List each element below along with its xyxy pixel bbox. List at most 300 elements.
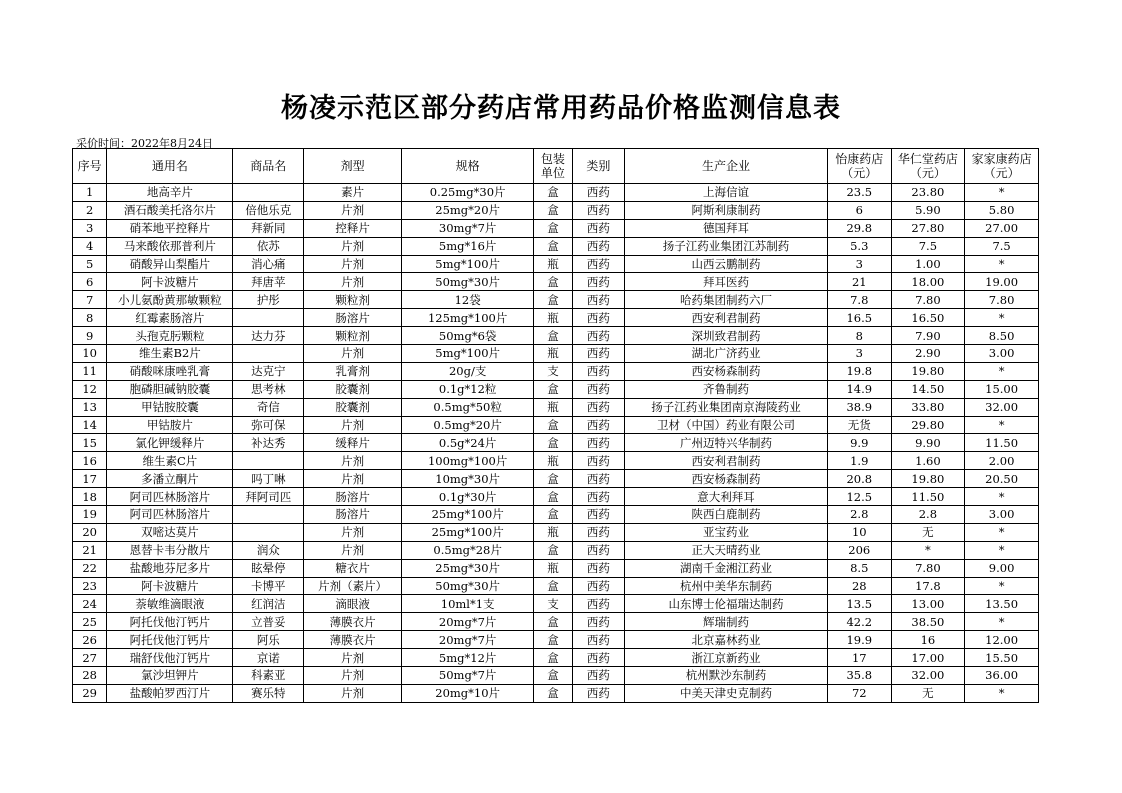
cell-spec: 30mg*7片 [402,219,534,237]
cell-price-huarentang: 19.80 [891,362,965,380]
cell-category: 西药 [572,452,624,470]
cell-price-jiajiakang: 3.00 [965,506,1039,524]
cell-generic-name: 阿卡波糖片 [107,273,233,291]
cell-generic-name: 胞磷胆碱钠胶囊 [107,380,233,398]
cell-category: 西药 [572,541,624,559]
cell-seq: 14 [73,416,107,434]
cell-generic-name: 硝苯地平控释片 [107,219,233,237]
cell-manufacturer: 辉瑞制药 [625,613,828,631]
table-row [73,631,1039,649]
cell-price-yikang: 42.2 [827,613,891,631]
table-row [73,309,1039,327]
cell-price-yikang: 206 [827,541,891,559]
column-header-brand-name: 商品名 [233,149,304,184]
cell-manufacturer: 扬子江药业集团江苏制药 [625,237,828,255]
cell-dosage-form: 肠溶片 [304,488,402,506]
cell-brand-name: 润众 [233,541,304,559]
cell-price-huarentang: 17.8 [891,577,965,595]
cell-price-yikang: 9.9 [827,434,891,452]
cell-price-jiajiakang: * [965,541,1039,559]
cell-category: 西药 [572,577,624,595]
cell-generic-name: 红霉素肠溶片 [107,309,233,327]
cell-brand-name: 拜新同 [233,219,304,237]
cell-brand-name: 奇信 [233,398,304,416]
cell-category: 西药 [572,380,624,398]
cell-price-yikang: 1.9 [827,452,891,470]
cell-spec: 10ml*1支 [402,595,534,613]
cell-category: 西药 [572,613,624,631]
cell-dosage-form: 片剂 [304,470,402,488]
cell-manufacturer: 哈药集团制药六厂 [625,291,828,309]
cell-generic-name: 氯沙坦钾片 [107,667,233,685]
cell-manufacturer: 湖南千金湘江药业 [625,559,828,577]
cell-brand-name: 赛乐特 [233,684,304,702]
cell-spec: 50mg*7片 [402,667,534,685]
cell-package-unit: 瓶 [534,345,572,363]
price-date-label: 采价时间：2022年8月24日 [76,137,213,150]
cell-category: 西药 [572,237,624,255]
cell-category: 西药 [572,273,624,291]
cell-price-huarentang: 18.00 [891,273,965,291]
cell-spec: 20mg*7片 [402,631,534,649]
cell-category: 西药 [572,649,624,667]
cell-generic-name: 维生素B2片 [107,345,233,363]
cell-brand-name [233,523,304,541]
cell-category: 西药 [572,470,624,488]
cell-price-yikang: 21 [827,273,891,291]
cell-generic-name: 硝酸异山梨酯片 [107,255,233,273]
cell-package-unit: 盒 [534,380,572,398]
page-title: 杨凌示范区部分药店常用药品价格监测信息表 [281,93,841,124]
cell-category: 西药 [572,255,624,273]
cell-spec: 0.1g*30片 [402,488,534,506]
cell-manufacturer: 杭州中美华东制药 [625,577,828,595]
cell-dosage-form: 素片 [304,184,402,202]
cell-price-huarentang: * [891,541,965,559]
cell-price-yikang: 17 [827,649,891,667]
cell-brand-name: 吗丁啉 [233,470,304,488]
cell-price-yikang: 8.5 [827,559,891,577]
table-row [73,559,1039,577]
cell-manufacturer: 中美天津史克制药 [625,684,828,702]
cell-price-yikang: 10 [827,523,891,541]
cell-brand-name: 拜唐苹 [233,273,304,291]
cell-category: 西药 [572,523,624,541]
table-row [73,523,1039,541]
table-row [73,273,1039,291]
cell-price-yikang: 23.5 [827,184,891,202]
cell-manufacturer: 上海信谊 [625,184,828,202]
cell-price-huarentang: 19.80 [891,470,965,488]
cell-price-huarentang: 38.50 [891,613,965,631]
table-row [73,345,1039,363]
cell-manufacturer: 阿斯利康制药 [625,201,828,219]
cell-brand-name: 拜阿司匹 [233,488,304,506]
cell-manufacturer: 亚宝药业 [625,523,828,541]
cell-category: 西药 [572,595,624,613]
cell-generic-name: 盐酸帕罗西汀片 [107,684,233,702]
cell-price-yikang: 3 [827,345,891,363]
table-row [73,416,1039,434]
cell-price-huarentang: 11.50 [891,488,965,506]
cell-price-jiajiakang: 5.80 [965,201,1039,219]
cell-dosage-form: 肠溶片 [304,309,402,327]
cell-dosage-form: 片剂 [304,201,402,219]
cell-package-unit: 盒 [534,291,572,309]
cell-brand-name: 眩晕停 [233,559,304,577]
cell-seq: 8 [73,309,107,327]
cell-spec: 25mg*100片 [402,523,534,541]
cell-package-unit: 支 [534,362,572,380]
cell-package-unit: 瓶 [534,309,572,327]
cell-spec: 0.1g*12粒 [402,380,534,398]
cell-price-yikang: 29.8 [827,219,891,237]
cell-price-huarentang: 16.50 [891,309,965,327]
cell-generic-name: 多潘立酮片 [107,470,233,488]
cell-price-jiajiakang: 15.50 [965,649,1039,667]
cell-generic-name: 甲钴胺片 [107,416,233,434]
cell-manufacturer: 浙江京新药业 [625,649,828,667]
cell-package-unit: 盒 [534,184,572,202]
cell-package-unit: 盒 [534,470,572,488]
column-header-price-huarentang: 华仁堂药店（元） [891,149,965,184]
cell-dosage-form: 片剂 [304,667,402,685]
cell-price-yikang: 5.3 [827,237,891,255]
cell-seq: 9 [73,327,107,345]
cell-dosage-form: 滴眼液 [304,595,402,613]
cell-dosage-form: 薄膜衣片 [304,613,402,631]
cell-seq: 17 [73,470,107,488]
cell-price-yikang: 2.8 [827,506,891,524]
cell-brand-name [233,452,304,470]
cell-dosage-form: 片剂 [304,684,402,702]
cell-spec: 20mg*10片 [402,684,534,702]
cell-dosage-form: 肠溶片 [304,506,402,524]
table-row [73,219,1039,237]
cell-manufacturer: 正大天晴药业 [625,541,828,559]
cell-category: 西药 [572,327,624,345]
cell-price-huarentang: 2.90 [891,345,965,363]
cell-seq: 11 [73,362,107,380]
table-row [73,434,1039,452]
cell-spec: 5mg*100片 [402,345,534,363]
cell-price-yikang: 38.9 [827,398,891,416]
cell-dosage-form: 片剂（素片） [304,577,402,595]
table-row [73,649,1039,667]
table-row [73,452,1039,470]
cell-brand-name: 依苏 [233,237,304,255]
cell-manufacturer: 山西云鹏制药 [625,255,828,273]
cell-price-yikang: 16.5 [827,309,891,327]
cell-spec: 0.25mg*30片 [402,184,534,202]
cell-price-yikang: 12.5 [827,488,891,506]
cell-generic-name: 酒石酸美托洛尔片 [107,201,233,219]
cell-manufacturer: 西安杨森制药 [625,470,828,488]
cell-seq: 6 [73,273,107,291]
cell-price-huarentang: 7.80 [891,559,965,577]
cell-price-jiajiakang: * [965,577,1039,595]
cell-manufacturer: 扬子江药业集团南京海陵药业 [625,398,828,416]
cell-spec: 25mg*30片 [402,559,534,577]
cell-brand-name [233,184,304,202]
cell-spec: 5mg*16片 [402,237,534,255]
cell-spec: 25mg*20片 [402,201,534,219]
cell-manufacturer: 意大利拜耳 [625,488,828,506]
cell-seq: 13 [73,398,107,416]
cell-price-jiajiakang: 7.5 [965,237,1039,255]
cell-dosage-form: 乳膏剂 [304,362,402,380]
cell-dosage-form: 颗粒剂 [304,327,402,345]
cell-dosage-form: 片剂 [304,452,402,470]
table-row [73,184,1039,202]
cell-seq: 22 [73,559,107,577]
cell-spec: 50mg*30片 [402,577,534,595]
cell-price-jiajiakang: 19.00 [965,273,1039,291]
cell-price-yikang: 28 [827,577,891,595]
table-row [73,362,1039,380]
cell-price-yikang: 3 [827,255,891,273]
cell-price-jiajiakang: * [965,309,1039,327]
cell-manufacturer: 拜耳医药 [625,273,828,291]
cell-category: 西药 [572,309,624,327]
cell-manufacturer: 杭州默沙东制药 [625,667,828,685]
cell-seq: 26 [73,631,107,649]
cell-manufacturer: 齐鲁制药 [625,380,828,398]
cell-generic-name: 地高辛片 [107,184,233,202]
cell-spec: 20g/支 [402,362,534,380]
cell-package-unit: 盒 [534,649,572,667]
cell-dosage-form: 片剂 [304,416,402,434]
cell-price-yikang: 13.5 [827,595,891,613]
column-header-price-yikang: 怡康药店（元） [827,149,891,184]
table-row [73,255,1039,273]
cell-price-yikang: 72 [827,684,891,702]
cell-generic-name: 阿卡波糖片 [107,577,233,595]
cell-package-unit: 盒 [534,684,572,702]
cell-manufacturer: 陕西白鹿制药 [625,506,828,524]
cell-seq: 27 [73,649,107,667]
cell-category: 西药 [572,416,624,434]
cell-manufacturer: 西安利君制药 [625,309,828,327]
cell-price-jiajiakang: 27.00 [965,219,1039,237]
cell-price-jiajiakang: 12.00 [965,631,1039,649]
cell-dosage-form: 胶囊剂 [304,398,402,416]
cell-price-huarentang: 16 [891,631,965,649]
cell-package-unit: 瓶 [534,255,572,273]
cell-generic-name: 阿司匹林肠溶片 [107,506,233,524]
cell-manufacturer: 深圳致君制药 [625,327,828,345]
table-row [73,506,1039,524]
cell-price-jiajiakang: * [965,613,1039,631]
cell-category: 西药 [572,684,624,702]
cell-price-yikang: 6 [827,201,891,219]
cell-package-unit: 盒 [534,667,572,685]
cell-generic-name: 阿司匹林肠溶片 [107,488,233,506]
cell-manufacturer: 西安利君制药 [625,452,828,470]
cell-seq: 19 [73,506,107,524]
table-row [73,684,1039,702]
cell-price-jiajiakang: 3.00 [965,345,1039,363]
cell-price-huarentang: 23.80 [891,184,965,202]
cell-seq: 21 [73,541,107,559]
table-row [73,237,1039,255]
cell-generic-name: 硝酸咪康唑乳膏 [107,362,233,380]
cell-dosage-form: 薄膜衣片 [304,631,402,649]
cell-spec: 0.5mg*50粒 [402,398,534,416]
cell-price-huarentang: 无 [891,684,965,702]
cell-seq: 24 [73,595,107,613]
cell-price-jiajiakang: * [965,416,1039,434]
cell-package-unit: 盒 [534,506,572,524]
cell-price-huarentang: 32.00 [891,667,965,685]
cell-price-yikang: 19.9 [827,631,891,649]
cell-price-jiajiakang: 8.50 [965,327,1039,345]
cell-category: 西药 [572,667,624,685]
table-row [73,398,1039,416]
cell-category: 西药 [572,488,624,506]
cell-price-yikang: 35.8 [827,667,891,685]
cell-package-unit: 瓶 [534,398,572,416]
cell-price-huarentang: 9.90 [891,434,965,452]
table-row [73,541,1039,559]
cell-spec: 125mg*100片 [402,309,534,327]
cell-category: 西药 [572,506,624,524]
cell-generic-name: 阿托伐他汀钙片 [107,631,233,649]
cell-seq: 3 [73,219,107,237]
table-row [73,291,1039,309]
cell-dosage-form: 片剂 [304,541,402,559]
cell-category: 西药 [572,184,624,202]
cell-category: 西药 [572,434,624,452]
cell-spec: 0.5mg*20片 [402,416,534,434]
cell-price-jiajiakang: 15.00 [965,380,1039,398]
cell-package-unit: 瓶 [534,452,572,470]
cell-package-unit: 支 [534,595,572,613]
cell-manufacturer: 广州迈特兴华制药 [625,434,828,452]
cell-spec: 12袋 [402,291,534,309]
cell-package-unit: 盒 [534,613,572,631]
cell-price-huarentang: 7.90 [891,327,965,345]
cell-category: 西药 [572,291,624,309]
column-header-manufacturer: 生产企业 [625,149,828,184]
cell-category: 西药 [572,398,624,416]
cell-spec: 100mg*100片 [402,452,534,470]
column-header-package-unit: 包装单位 [534,149,572,184]
cell-seq: 28 [73,667,107,685]
cell-brand-name: 倍他乐克 [233,201,304,219]
cell-seq: 20 [73,523,107,541]
cell-generic-name: 小儿氨酚黄那敏颗粒 [107,291,233,309]
cell-price-huarentang: 无 [891,523,965,541]
cell-seq: 5 [73,255,107,273]
cell-seq: 16 [73,452,107,470]
cell-package-unit: 瓶 [534,523,572,541]
cell-generic-name: 阿托伐他汀钙片 [107,613,233,631]
cell-package-unit: 盒 [534,488,572,506]
cell-seq: 23 [73,577,107,595]
column-header-seq: 序号 [73,149,107,184]
column-header-category: 类别 [572,149,624,184]
table-row [73,470,1039,488]
column-header-dosage-form: 剂型 [304,149,402,184]
table-row [73,595,1039,613]
cell-seq: 12 [73,380,107,398]
cell-price-jiajiakang: 20.50 [965,470,1039,488]
cell-price-huarentang: 5.90 [891,201,965,219]
cell-package-unit: 盒 [534,416,572,434]
cell-dosage-form: 片剂 [304,237,402,255]
column-header-price-jiajiakang: 家家康药店（元） [965,149,1039,184]
cell-price-jiajiakang: 36.00 [965,667,1039,685]
cell-brand-name [233,506,304,524]
cell-seq: 18 [73,488,107,506]
cell-seq: 4 [73,237,107,255]
cell-price-huarentang: 13.00 [891,595,965,613]
cell-brand-name: 立普妥 [233,613,304,631]
cell-brand-name: 阿乐 [233,631,304,649]
cell-package-unit: 盒 [534,327,572,345]
cell-brand-name: 消心痛 [233,255,304,273]
cell-price-jiajiakang: * [965,523,1039,541]
cell-package-unit: 盒 [534,577,572,595]
cell-package-unit: 盒 [534,434,572,452]
cell-dosage-form: 片剂 [304,255,402,273]
cell-dosage-form: 片剂 [304,649,402,667]
cell-generic-name: 恩替卡韦分散片 [107,541,233,559]
cell-price-jiajiakang: * [965,184,1039,202]
cell-price-huarentang: 33.80 [891,398,965,416]
table-row [73,201,1039,219]
cell-brand-name: 补达秀 [233,434,304,452]
cell-brand-name: 红润洁 [233,595,304,613]
cell-price-huarentang: 7.5 [891,237,965,255]
cell-price-yikang: 8 [827,327,891,345]
cell-price-huarentang: 2.8 [891,506,965,524]
cell-price-jiajiakang: 2.00 [965,452,1039,470]
cell-brand-name: 科素亚 [233,667,304,685]
cell-price-jiajiakang: * [965,684,1039,702]
cell-brand-name: 达克宁 [233,362,304,380]
cell-manufacturer: 北京嘉林药业 [625,631,828,649]
table-row [73,488,1039,506]
cell-price-huarentang: 17.00 [891,649,965,667]
column-header-generic-name: 通用名 [107,149,233,184]
cell-price-huarentang: 29.80 [891,416,965,434]
cell-spec: 20mg*7片 [402,613,534,631]
cell-dosage-form: 颗粒剂 [304,291,402,309]
cell-dosage-form: 片剂 [304,273,402,291]
cell-category: 西药 [572,201,624,219]
cell-spec: 5mg*100片 [402,255,534,273]
cell-spec: 5mg*12片 [402,649,534,667]
cell-generic-name: 瑞舒伐他汀钙片 [107,649,233,667]
price-table [72,148,1039,703]
cell-price-jiajiakang: * [965,255,1039,273]
cell-generic-name: 马来酸依那普利片 [107,237,233,255]
cell-price-huarentang: 7.80 [891,291,965,309]
cell-category: 西药 [572,345,624,363]
cell-brand-name: 京诺 [233,649,304,667]
cell-dosage-form: 缓释片 [304,434,402,452]
cell-seq: 25 [73,613,107,631]
cell-price-yikang: 14.9 [827,380,891,398]
cell-price-jiajiakang: 32.00 [965,398,1039,416]
table-header-row [73,149,1039,184]
cell-package-unit: 盒 [534,201,572,219]
column-header-spec: 规格 [402,149,534,184]
cell-spec: 25mg*100片 [402,506,534,524]
cell-generic-name: 萘敏维滴眼液 [107,595,233,613]
